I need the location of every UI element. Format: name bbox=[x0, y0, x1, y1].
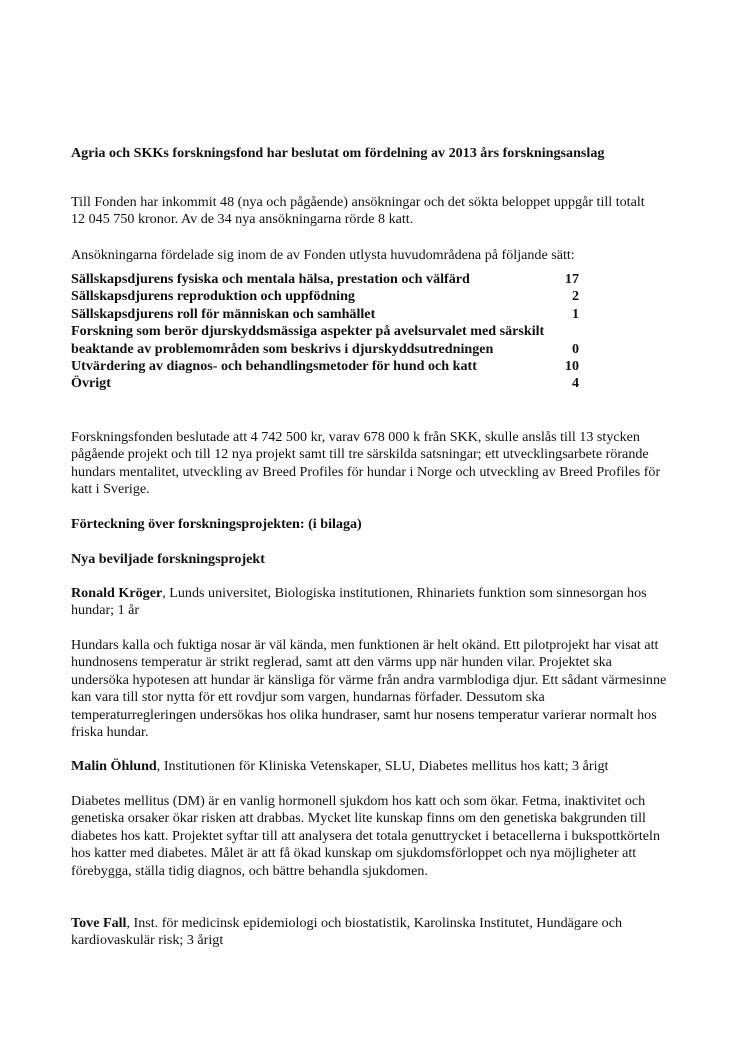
intro-paragraph: Till Fonden har inkommit 48 (nya och pågående) ansökningar och det sökta beloppet uppgår till totalt 12 045 750 kronor. Av de 34 nya ansökningarna rörde 8 katt. bbox=[71, 194, 645, 228]
project-description: Hundars kalla och fuktiga nosar är väl kända, men funktionen är helt okänd. Ett pilotprojekt har visat att hundnosens temperatur är strikt reglerad, samt att den värms upp när hunden vilar. Projektet ska undersöka hypotesen att hundar är känsliga för värme från andra varmblodiga djur. Ett sådant värmesinne kan vara till stor nytta för ett rovdjur som vargen, hundarnas förfader. Dessutom ska temperaturregleringen undersökas hos olika hundraser, samt hur nosens temperatur varierar normalt hos friska hundar. bbox=[71, 637, 667, 741]
project-info: , Inst. för medicinsk epidemiologi och biostatistik, Karolinska Institutet, Hundägare och kardiovaskulär risk; 3 årigt bbox=[71, 915, 623, 949]
researcher-name: Tove Fall bbox=[71, 915, 127, 931]
area-count: 4 bbox=[571, 375, 579, 392]
researcher-name: Ronald Kröger bbox=[71, 585, 163, 601]
new-projects-heading: Nya beviljade forskningsprojekt bbox=[71, 551, 265, 567]
project-header bbox=[71, 758, 671, 775]
area-count: 0 bbox=[571, 340, 579, 357]
area-label: Forskning som berör djurskyddsmässiga aspekter på avelsurvalet med särskilt beaktande av problemområden som beskrivs i djurskyddsutredningen bbox=[71, 323, 545, 357]
project-info: , Institutionen för Kliniska Vetenskaper, SLU, Diabetes mellitus hos katt; 3 årigt bbox=[156, 758, 609, 774]
area-row bbox=[71, 375, 579, 392]
area-row bbox=[71, 288, 579, 305]
area-row bbox=[71, 323, 579, 358]
area-label: Sällskapsdjurens reproduktion och uppfödning bbox=[71, 288, 355, 305]
project-description: Diabetes mellitus (DM) är en vanlig hormonell sjukdom hos katt och som ökar. Fetma, inaktivitet och genetiska orsaker ökar risken att drabbas. Mycket lite kunskap finns om den genetiska bakgrunden till diabetes hos katt. Projektet syftar till att analysera det totala genuttrycket i betacellerna i bukspottkörteln hos katter med diabetes. Målet är att få ökad kunskap om sjukdomsförloppet och nya möjligheter att förebygga, ställa tidig diagnos, och bättre behandla sjukdomen. bbox=[71, 793, 661, 879]
project-header bbox=[71, 585, 667, 620]
area-label: Sällskapsdjurens roll för människan och samhället bbox=[71, 305, 376, 322]
decision-paragraph: Forskningsfonden beslutade att 4 742 500 kr, varav 678 000 k från SKK, skulle anslås till 13 stycken pågående projekt och till 12 nya projekt samt till tre särskilda satsningar; ett utvecklingsarbete rörande hundars mentalitet, utveckling av Breed Profiles för hundar i Norge och utveckling av Breed Profiles för katt i Sverige. bbox=[71, 429, 661, 498]
area-count: 17 bbox=[564, 271, 579, 287]
area-row bbox=[71, 306, 579, 323]
area-label: Övrigt bbox=[71, 375, 111, 392]
area-row bbox=[71, 271, 579, 288]
area-row bbox=[71, 358, 579, 375]
area-count: 2 bbox=[571, 288, 579, 305]
area-label: Sällskapsdjurens fysiska och mentala hälsa, prestation och välfärd bbox=[71, 271, 470, 287]
areas-intro: Ansökningarna fördelade sig inom de av Fonden utlysta huvudområdena på följande sätt: bbox=[71, 247, 575, 263]
areas-table bbox=[71, 271, 579, 393]
area-count: 1 bbox=[571, 305, 579, 322]
project-header bbox=[71, 915, 667, 950]
list-heading: Förteckning över forskningsprojekten: (i bilaga) bbox=[71, 516, 362, 532]
document-title: Agria och SKKs forskningsfond har beslutat om fördelning av 2013 års forskningsanslag bbox=[71, 145, 605, 161]
area-label: Utvärdering av diagnos- och behandlingsmetoder för hund och katt bbox=[71, 358, 477, 375]
area-count: 10 bbox=[564, 358, 579, 375]
project-info: , Lunds universitet, Biologiska institutionen, Rhinariets funktion som sinnesorgan hos hundar; 1 år bbox=[71, 585, 647, 619]
researcher-name: Malin Öhlund bbox=[71, 758, 157, 774]
